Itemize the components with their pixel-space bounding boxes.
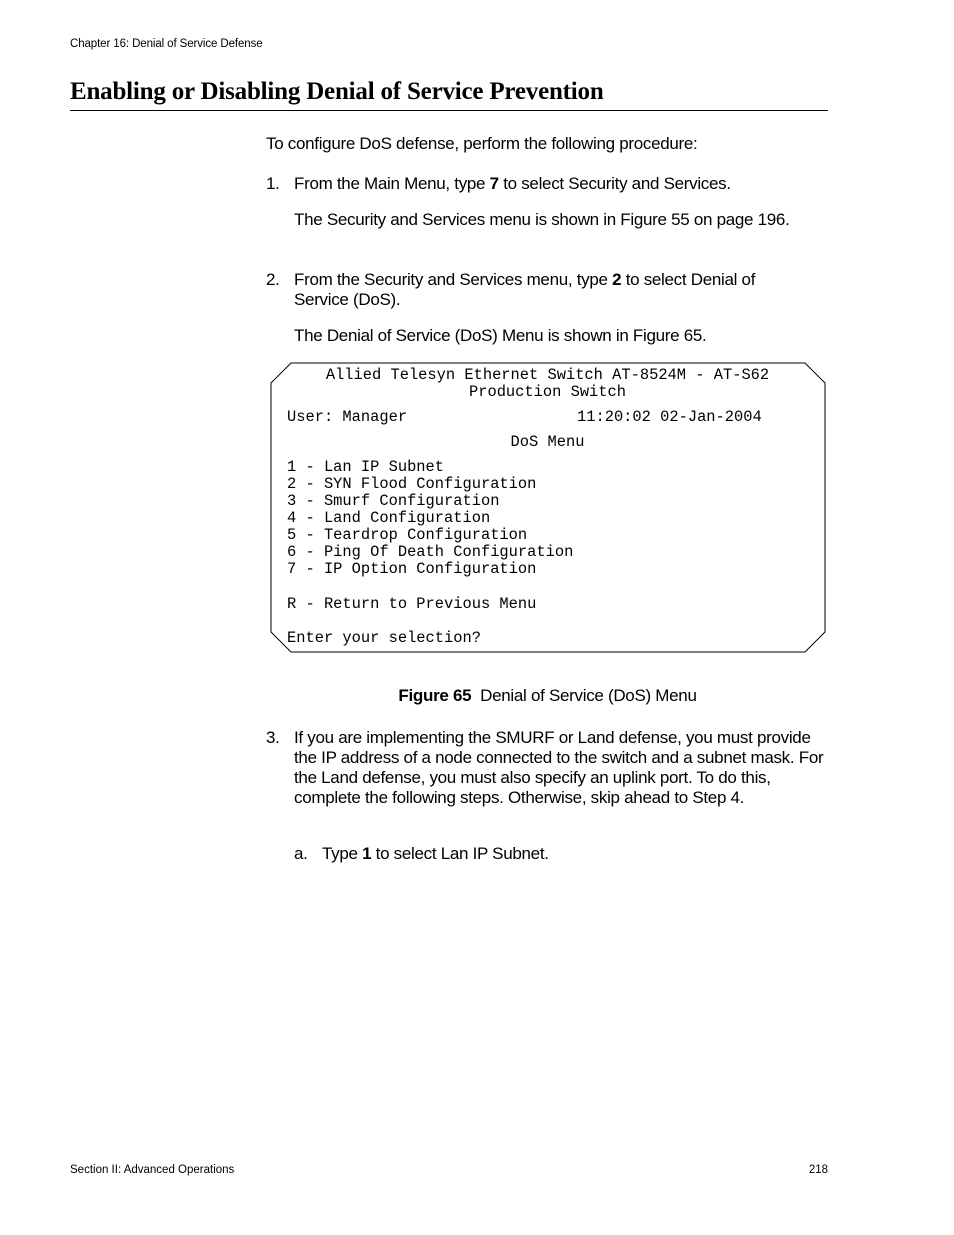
menu-option-return: R - Return to Previous Menu bbox=[287, 595, 537, 613]
page-number: 218 bbox=[808, 1164, 828, 1176]
menu-option-5: 5 - Teardrop Configuration bbox=[287, 526, 528, 544]
step-number: 3. bbox=[266, 728, 280, 747]
section-title: Enabling or Disabling Denial of Service Prevention bbox=[70, 78, 604, 105]
terminal-datetime: 11:20:02 02-Jan-2004 bbox=[577, 408, 762, 426]
step-number: 2. bbox=[266, 270, 280, 289]
menu-option-3: 3 - Smurf Configuration bbox=[287, 492, 500, 510]
menu-option-7: 7 - IP Option Configuration bbox=[287, 560, 537, 578]
terminal-prompt: Enter your selection? bbox=[287, 629, 481, 647]
figure-caption-text: Denial of Service (DoS) Menu bbox=[480, 686, 697, 705]
figure-caption bbox=[270, 686, 825, 706]
figure-label: Figure 65 bbox=[398, 686, 472, 705]
step-number: 1. bbox=[266, 174, 280, 193]
terminal-title-line2: Production Switch bbox=[468, 383, 626, 401]
step-1-note: The Security and Services menu is shown in Figure 55 on page 196. bbox=[294, 210, 790, 229]
step-text: From the Security and Services menu, type 2 to select Denial of Service (DoS). bbox=[294, 270, 756, 309]
terminal-title-line1: Allied Telesyn Ethernet Switch AT-8524M - AT-S62 bbox=[325, 366, 770, 384]
key-7: 7 bbox=[489, 174, 499, 193]
terminal-user: User: Manager bbox=[287, 408, 408, 426]
menu-option-4: 4 - Land Configuration bbox=[287, 509, 491, 527]
key-2: 2 bbox=[612, 270, 622, 289]
menu-option-1: 1 - Lan IP Subnet bbox=[287, 458, 445, 476]
key-1: 1 bbox=[362, 844, 372, 863]
terminal-screen bbox=[270, 362, 825, 652]
terminal-menu-title: DoS Menu bbox=[510, 433, 585, 451]
menu-option-2: 2 - SYN Flood Configuration bbox=[287, 475, 537, 493]
running-header: Chapter 16: Denial of Service Defense bbox=[70, 38, 263, 50]
menu-option-6: 6 - Ping Of Death Configuration bbox=[287, 543, 574, 561]
step-text: If you are implementing the SMURF or Land defense, you must provide the IP address of a node connected to the switch and a subnet mask. For the Land defense, you must also specify an uplink port. To do this, complete the following steps. Otherwise, skip ahead to Step 4. bbox=[294, 728, 824, 807]
step-text: From the Main Menu, type 7 to select Security and Services. bbox=[294, 174, 731, 193]
substep-letter: a. bbox=[294, 844, 308, 863]
step-2-note: The Denial of Service (DoS) Menu is shown in Figure 65. bbox=[294, 326, 707, 345]
intro-paragraph: To configure DoS defense, perform the following procedure: bbox=[266, 134, 698, 153]
footer-section: Section II: Advanced Operations bbox=[70, 1164, 235, 1176]
substep-text: Type 1 to select Lan IP Subnet. bbox=[322, 844, 549, 863]
title-rule bbox=[70, 110, 828, 111]
